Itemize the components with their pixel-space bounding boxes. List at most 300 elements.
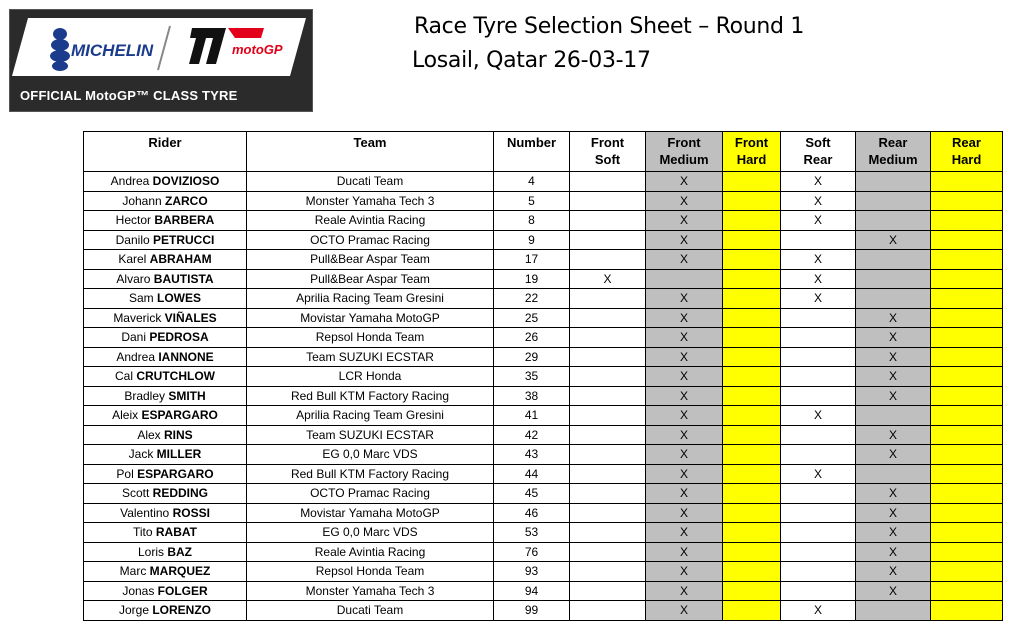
rider-first-name: Alex: [137, 427, 164, 442]
column-header-rider: [84, 132, 247, 172]
table-row: [84, 211, 1003, 231]
team-cell: Monster Yamaha Tech 3: [247, 191, 494, 211]
rider-last-name: PETRUCCI: [153, 232, 215, 247]
soft-rear-cell: X: [781, 406, 856, 426]
rear-medium-cell: [856, 464, 931, 484]
rider-cell: [84, 230, 247, 250]
soft-rear-cell: X: [781, 211, 856, 231]
number-cell: 94: [494, 581, 570, 601]
front-soft-cell: [570, 367, 646, 387]
svg-text:MICHELIN: MICHELIN: [71, 41, 154, 60]
rider-first-name: Hector: [115, 213, 155, 228]
soft-rear-cell: [781, 230, 856, 250]
team-cell: Aprilia Racing Team Gresini: [247, 406, 494, 426]
column-header-label: Medium: [868, 152, 918, 167]
rider-first-name: Jack: [128, 447, 157, 462]
rider-first-name: Cal: [115, 369, 137, 384]
rear-medium-cell: X: [856, 445, 931, 465]
number-cell: 53: [494, 523, 570, 543]
rear-hard-cell: [931, 581, 1003, 601]
rider-last-name: ROSSI: [172, 505, 210, 520]
soft-rear-cell: [781, 347, 856, 367]
number-cell: 35: [494, 367, 570, 387]
team-cell: OCTO Pramac Racing: [247, 230, 494, 250]
front-hard-cell: [723, 425, 781, 445]
team-cell: Movistar Yamaha MotoGP: [247, 503, 494, 523]
front-medium-cell: X: [646, 581, 723, 601]
rider-last-name: RINS: [164, 427, 193, 442]
front-soft-cell: [570, 503, 646, 523]
column-header-front-soft: [570, 132, 646, 172]
rider-last-name: LORENZO: [152, 603, 212, 618]
rear-medium-cell: [856, 601, 931, 621]
front-medium-cell: [646, 269, 723, 289]
michelin-motogp-logo: [9, 9, 313, 112]
rider-last-name: CRUTCHLOW: [136, 369, 215, 384]
rear-hard-cell: [931, 406, 1003, 426]
front-medium-cell: X: [646, 230, 723, 250]
rider-last-name: BAZ: [167, 544, 192, 559]
table-row: [84, 562, 1003, 582]
number-cell: 76: [494, 542, 570, 562]
front-medium-cell: X: [646, 211, 723, 231]
table-row: [84, 289, 1003, 309]
rider-last-name: BAUTISTA: [153, 271, 214, 286]
front-medium-cell: X: [646, 406, 723, 426]
rider-first-name: Maverick: [113, 310, 165, 325]
rider-first-name: Jorge: [118, 603, 153, 618]
logo-tagline: OFFICIAL MotoGP™ CLASS TYRE: [20, 88, 238, 103]
rear-medium-cell: X: [856, 523, 931, 543]
number-cell: 45: [494, 484, 570, 504]
soft-rear-cell: X: [781, 289, 856, 309]
front-hard-cell: [723, 250, 781, 270]
soft-rear-cell: [781, 386, 856, 406]
front-soft-cell: [570, 406, 646, 426]
number-cell: 5: [494, 191, 570, 211]
rear-medium-cell: [856, 172, 931, 192]
table-row: [84, 503, 1003, 523]
rider-cell: [84, 503, 247, 523]
rider-last-name: RABAT: [155, 525, 197, 540]
rear-medium-cell: [856, 250, 931, 270]
rear-medium-cell: X: [856, 328, 931, 348]
front-soft-cell: [570, 191, 646, 211]
table-row: [84, 484, 1003, 504]
column-header-label: Rear: [952, 135, 981, 150]
rider-cell: [84, 581, 247, 601]
front-medium-cell: X: [646, 386, 723, 406]
front-hard-cell: [723, 172, 781, 192]
front-hard-cell: [723, 211, 781, 231]
rear-medium-cell: X: [856, 542, 931, 562]
number-cell: 9: [494, 230, 570, 250]
table-row: [84, 367, 1003, 387]
front-medium-cell: X: [646, 542, 723, 562]
rider-first-name: Pol: [116, 466, 138, 481]
rider-cell: [84, 523, 247, 543]
team-cell: Ducati Team: [247, 172, 494, 192]
front-medium-cell: X: [646, 289, 723, 309]
front-hard-cell: [723, 523, 781, 543]
front-hard-cell: [723, 191, 781, 211]
team-cell: Repsol Honda Team: [247, 328, 494, 348]
rear-medium-cell: X: [856, 308, 931, 328]
rear-hard-cell: [931, 464, 1003, 484]
rider-cell: [84, 250, 247, 270]
front-hard-cell: [723, 542, 781, 562]
rider-last-name: ABRAHAM: [149, 252, 212, 267]
rider-first-name: Scott: [121, 486, 153, 501]
front-hard-cell: [723, 406, 781, 426]
rear-medium-cell: X: [856, 386, 931, 406]
front-hard-cell: [723, 503, 781, 523]
front-hard-cell: [723, 328, 781, 348]
front-medium-cell: X: [646, 308, 723, 328]
front-soft-cell: [570, 347, 646, 367]
table-row: [84, 581, 1003, 601]
column-header-label: Rider: [148, 135, 182, 150]
rider-cell: [84, 289, 247, 309]
front-medium-cell: X: [646, 191, 723, 211]
number-cell: 41: [494, 406, 570, 426]
number-cell: 46: [494, 503, 570, 523]
rider-cell: [84, 562, 247, 582]
soft-rear-cell: X: [781, 191, 856, 211]
rider-first-name: Valentino: [120, 505, 173, 520]
rear-hard-cell: [931, 386, 1003, 406]
rider-cell: [84, 191, 247, 211]
table-row: [84, 445, 1003, 465]
rider-last-name: SMITH: [168, 388, 206, 403]
rider-last-name: BARBERA: [154, 213, 215, 228]
table-row: [84, 172, 1003, 192]
rear-medium-cell: X: [856, 425, 931, 445]
rider-cell: [84, 367, 247, 387]
soft-rear-cell: X: [781, 601, 856, 621]
rider-first-name: Jonas: [122, 583, 158, 598]
column-header-rear-hard: [931, 132, 1003, 172]
rider-cell: [84, 542, 247, 562]
rider-first-name: Loris: [137, 544, 168, 559]
front-hard-cell: [723, 562, 781, 582]
rider-cell: [84, 211, 247, 231]
rider-first-name: Andrea: [116, 349, 159, 364]
rear-medium-cell: [856, 211, 931, 231]
front-hard-cell: [723, 230, 781, 250]
rider-cell: [84, 484, 247, 504]
table-row: [84, 425, 1003, 445]
front-hard-cell: [723, 581, 781, 601]
number-cell: 43: [494, 445, 570, 465]
table-row: [84, 523, 1003, 543]
front-hard-cell: [723, 269, 781, 289]
rider-first-name: Karel: [118, 252, 150, 267]
rider-last-name: MILLER: [156, 447, 202, 462]
page-title: Race Tyre Selection Sheet – Round 1: [414, 14, 805, 39]
rear-hard-cell: [931, 503, 1003, 523]
rear-hard-cell: [931, 425, 1003, 445]
team-cell: Red Bull KTM Factory Racing: [247, 464, 494, 484]
rear-hard-cell: [931, 308, 1003, 328]
rider-first-name: Bradley: [124, 388, 169, 403]
rider-cell: [84, 308, 247, 328]
rear-medium-cell: X: [856, 503, 931, 523]
table-body: [84, 172, 1003, 621]
front-soft-cell: [570, 328, 646, 348]
column-header-rear-medium: [856, 132, 931, 172]
rear-hard-cell: [931, 542, 1003, 562]
column-header-label: Rear: [803, 152, 833, 167]
soft-rear-cell: X: [781, 172, 856, 192]
front-medium-cell: X: [646, 562, 723, 582]
rear-hard-cell: [931, 562, 1003, 582]
rear-medium-cell: X: [856, 230, 931, 250]
rear-medium-cell: [856, 269, 931, 289]
number-cell: 17: [494, 250, 570, 270]
number-cell: 99: [494, 601, 570, 621]
soft-rear-cell: [781, 484, 856, 504]
number-cell: 26: [494, 328, 570, 348]
team-cell: Ducati Team: [247, 601, 494, 621]
table-row: [84, 269, 1003, 289]
soft-rear-cell: [781, 542, 856, 562]
number-cell: 42: [494, 425, 570, 445]
front-hard-cell: [723, 484, 781, 504]
front-soft-cell: [570, 445, 646, 465]
rider-cell: [84, 425, 247, 445]
rider-last-name: IANNONE: [158, 349, 214, 364]
column-header-label: Team: [353, 135, 387, 150]
front-soft-cell: [570, 172, 646, 192]
column-header-soft-rear: [781, 132, 856, 172]
rider-cell: [84, 601, 247, 621]
column-header-number: [494, 132, 570, 172]
front-medium-cell: X: [646, 172, 723, 192]
rider-last-name: ESPARGARO: [141, 408, 218, 423]
number-cell: 25: [494, 308, 570, 328]
rider-cell: [84, 445, 247, 465]
front-soft-cell: [570, 211, 646, 231]
front-medium-cell: X: [646, 250, 723, 270]
column-header-label: Hard: [736, 152, 767, 167]
tyre-selection-table: [83, 131, 1003, 621]
front-medium-cell: X: [646, 425, 723, 445]
table-row: [84, 542, 1003, 562]
team-cell: LCR Honda: [247, 367, 494, 387]
rider-first-name: Sam: [128, 291, 157, 306]
table-row: [84, 601, 1003, 621]
front-medium-cell: X: [646, 367, 723, 387]
table-row: [84, 386, 1003, 406]
front-soft-cell: [570, 484, 646, 504]
rider-last-name: MARQUEZ: [149, 564, 211, 579]
rear-hard-cell: [931, 328, 1003, 348]
rider-first-name: Marc: [119, 564, 150, 579]
front-soft-cell: [570, 523, 646, 543]
rider-first-name: Tito: [132, 525, 156, 540]
column-header-label: Medium: [659, 152, 709, 167]
rear-hard-cell: [931, 484, 1003, 504]
front-medium-cell: X: [646, 523, 723, 543]
team-cell: EG 0,0 Marc VDS: [247, 523, 494, 543]
rider-cell: [84, 347, 247, 367]
number-cell: 93: [494, 562, 570, 582]
team-cell: Red Bull KTM Factory Racing: [247, 386, 494, 406]
team-cell: Pull&Bear Aspar Team: [247, 250, 494, 270]
rear-medium-cell: X: [856, 347, 931, 367]
rear-medium-cell: [856, 406, 931, 426]
rear-hard-cell: [931, 250, 1003, 270]
column-header-label: Front: [667, 135, 701, 150]
rider-cell: [84, 464, 247, 484]
front-medium-cell: X: [646, 328, 723, 348]
team-cell: Movistar Yamaha MotoGP: [247, 308, 494, 328]
number-cell: 29: [494, 347, 570, 367]
rider-cell: [84, 269, 247, 289]
team-cell: Monster Yamaha Tech 3: [247, 581, 494, 601]
soft-rear-cell: [781, 581, 856, 601]
front-medium-cell: X: [646, 464, 723, 484]
column-header-front-medium: [646, 132, 723, 172]
front-soft-cell: [570, 386, 646, 406]
front-soft-cell: X: [570, 269, 646, 289]
rear-hard-cell: [931, 445, 1003, 465]
number-cell: 4: [494, 172, 570, 192]
column-header-label: Number: [506, 135, 557, 150]
table-row: [84, 347, 1003, 367]
number-cell: 19: [494, 269, 570, 289]
soft-rear-cell: [781, 308, 856, 328]
table-row: [84, 464, 1003, 484]
soft-rear-cell: [781, 523, 856, 543]
number-cell: 38: [494, 386, 570, 406]
front-soft-cell: [570, 562, 646, 582]
soft-rear-cell: X: [781, 464, 856, 484]
front-hard-cell: [723, 367, 781, 387]
rear-hard-cell: [931, 211, 1003, 231]
soft-rear-cell: [781, 562, 856, 582]
rider-last-name: PEDROSA: [149, 330, 209, 345]
soft-rear-cell: [781, 503, 856, 523]
table-row: [84, 406, 1003, 426]
front-soft-cell: [570, 581, 646, 601]
number-cell: 22: [494, 289, 570, 309]
front-medium-cell: X: [646, 445, 723, 465]
column-header-label: Front: [734, 135, 769, 150]
rider-cell: [84, 328, 247, 348]
rear-hard-cell: [931, 269, 1003, 289]
number-cell: 44: [494, 464, 570, 484]
front-soft-cell: [570, 425, 646, 445]
front-hard-cell: [723, 464, 781, 484]
column-header-team: [247, 132, 494, 172]
rider-cell: [84, 406, 247, 426]
rider-first-name: Danilo: [115, 232, 153, 247]
front-hard-cell: [723, 347, 781, 367]
table-header: [84, 132, 1003, 172]
team-cell: Team SUZUKI ECSTAR: [247, 425, 494, 445]
rear-medium-cell: X: [856, 581, 931, 601]
rider-last-name: FOLGER: [157, 583, 208, 598]
number-cell: 8: [494, 211, 570, 231]
rider-first-name: Johann: [122, 193, 166, 208]
front-hard-cell: [723, 386, 781, 406]
rider-first-name: Aleix: [112, 408, 142, 423]
page-subtitle: Losail, Qatar 26-03-17: [412, 48, 651, 73]
rider-first-name: Alvaro: [116, 271, 154, 286]
front-soft-cell: [570, 289, 646, 309]
rear-medium-cell: [856, 289, 931, 309]
table-row: [84, 191, 1003, 211]
rear-medium-cell: X: [856, 484, 931, 504]
rider-cell: [84, 386, 247, 406]
rider-last-name: VIÑALES: [164, 310, 217, 325]
rear-medium-cell: X: [856, 367, 931, 387]
front-soft-cell: [570, 230, 646, 250]
rear-medium-cell: X: [856, 562, 931, 582]
rear-hard-cell: [931, 191, 1003, 211]
rear-medium-cell: [856, 191, 931, 211]
rider-last-name: ZARCO: [165, 193, 208, 208]
rear-hard-cell: [931, 289, 1003, 309]
rider-cell: [84, 172, 247, 192]
team-cell: Pull&Bear Aspar Team: [247, 269, 494, 289]
column-header-label: Hard: [951, 152, 982, 167]
rear-hard-cell: [931, 172, 1003, 192]
front-soft-cell: [570, 464, 646, 484]
column-header-label: Front: [590, 135, 625, 150]
front-hard-cell: [723, 445, 781, 465]
front-medium-cell: X: [646, 347, 723, 367]
rear-hard-cell: [931, 367, 1003, 387]
table-row: [84, 250, 1003, 270]
rear-hard-cell: [931, 347, 1003, 367]
rear-hard-cell: [931, 601, 1003, 621]
rider-last-name: DOVIZIOSO: [152, 174, 220, 189]
front-medium-cell: X: [646, 484, 723, 504]
svg-text:motoGP: motoGP: [232, 42, 283, 57]
front-hard-cell: [723, 308, 781, 328]
team-cell: EG 0,0 Marc VDS: [247, 445, 494, 465]
team-cell: Repsol Honda Team: [247, 562, 494, 582]
team-cell: Reale Avintia Racing: [247, 542, 494, 562]
column-header-label: Soft: [594, 152, 621, 167]
team-cell: Aprilia Racing Team Gresini: [247, 289, 494, 309]
rider-last-name: LOWES: [157, 291, 201, 306]
soft-rear-cell: [781, 328, 856, 348]
column-header-front-hard: [723, 132, 781, 172]
front-medium-cell: X: [646, 601, 723, 621]
column-header-label: Rear: [878, 135, 908, 150]
table-row: [84, 308, 1003, 328]
team-cell: OCTO Pramac Racing: [247, 484, 494, 504]
soft-rear-cell: X: [781, 269, 856, 289]
table-row: [84, 230, 1003, 250]
soft-rear-cell: X: [781, 250, 856, 270]
front-soft-cell: [570, 542, 646, 562]
rider-last-name: REDDING: [152, 486, 209, 501]
rider-first-name: Dani: [121, 330, 150, 345]
soft-rear-cell: [781, 367, 856, 387]
front-soft-cell: [570, 308, 646, 328]
rider-last-name: ESPARGARO: [137, 466, 214, 481]
front-hard-cell: [723, 601, 781, 621]
team-cell: Reale Avintia Racing: [247, 211, 494, 231]
front-soft-cell: [570, 250, 646, 270]
soft-rear-cell: [781, 425, 856, 445]
rider-first-name: Andrea: [110, 174, 153, 189]
